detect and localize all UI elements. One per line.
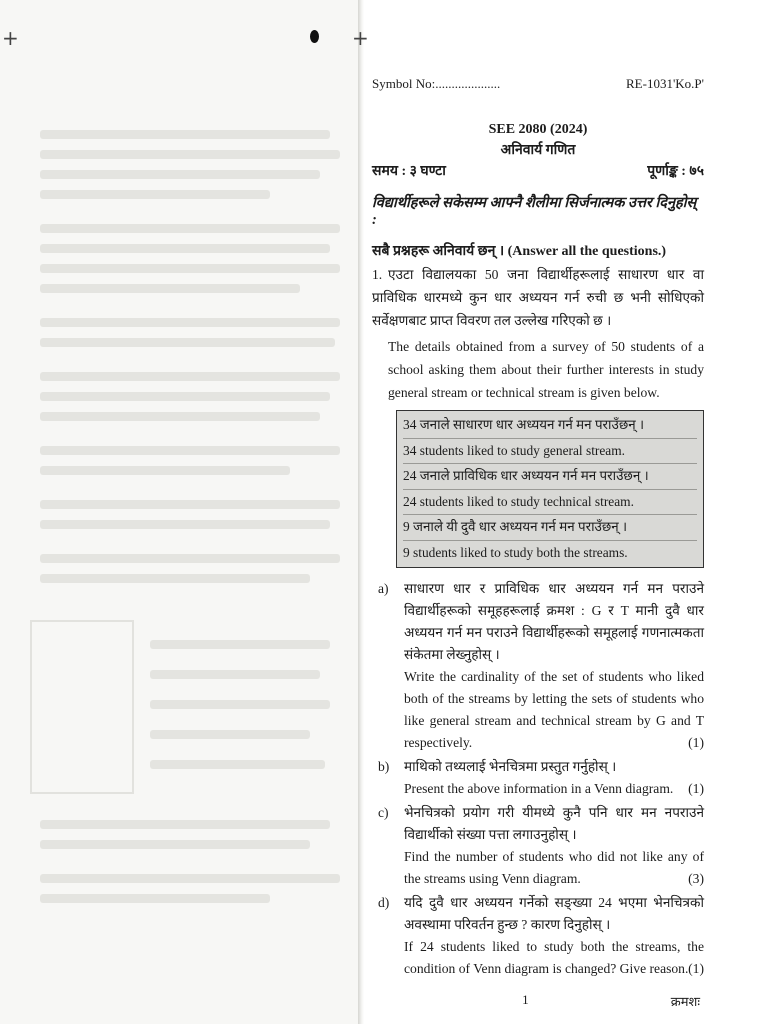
faded-text-line xyxy=(40,820,330,829)
registration-mark-icon: + xyxy=(2,26,19,50)
faded-text-line xyxy=(40,150,340,159)
ink-spot-icon xyxy=(310,30,319,43)
faded-text-line xyxy=(40,446,340,455)
question-paper-page xyxy=(372,76,704,980)
sub-question-nepali: माथिको तथ्यलाई भेनचित्रमा प्रस्तुत गर्नुहोस् । xyxy=(404,759,617,774)
question-1-intro-english: The details obtained from a survey of 50 students of a school asking them about their further interests in study general stream or technical stream is given below. xyxy=(388,339,704,400)
marks: (1) xyxy=(688,781,704,796)
faded-text-line xyxy=(40,264,340,273)
subject-title: अनिवार्य गणित xyxy=(500,143,576,158)
faded-text-line xyxy=(150,760,325,769)
question-number: 1. xyxy=(372,267,383,282)
faded-text-line xyxy=(40,372,340,381)
instruction-text: विद्यार्थीहरूले सकेसम्म आफ्नै शैलीमा सिर्जनात्मक उत्तर दिनुहोस् : xyxy=(372,195,697,228)
survey-line: 24 students liked to study technical stream. xyxy=(403,490,697,516)
faded-text-line xyxy=(40,190,270,199)
registration-mark-icon: + xyxy=(352,26,369,50)
answer-all-text: सबै प्रश्नहरू अनिवार्य छन् । (Answer all the questions.) xyxy=(372,244,667,259)
survey-line: 9 जनाले यी दुवै धार अध्ययन गर्न मन पराउँछन् । xyxy=(403,515,697,541)
sub-question-english: If 24 students liked to study both the streams, the condition of Venn diagram is changed? Give reason. xyxy=(404,939,704,976)
survey-info-box xyxy=(396,410,704,568)
full-marks-label: पूर्णाङ्क : ७५ xyxy=(647,164,704,179)
question-text: एउटा विद्यालयका 50 जना विद्यार्थीहरूलाई साधारण धार वा प्राविधिक धारमध्ये कुन धार अध्ययन गर्न रुची छ भनी सोधिएको सर्वेक्षणबाट प्राप्त विवरण तल उल्लेख गरिएको छ । xyxy=(372,267,704,328)
symbol-number-label: Symbol No:.................... xyxy=(372,76,501,91)
sub-question-c xyxy=(372,802,704,890)
marks: (1) xyxy=(688,961,704,976)
faded-text-line xyxy=(40,520,330,529)
faded-text-line xyxy=(40,284,300,293)
sub-question-english: Present the above information in a Venn diagram. xyxy=(404,781,674,796)
paper-header xyxy=(372,76,704,92)
faded-text-line xyxy=(40,840,310,849)
sub-question-nepali: भेनचित्रको प्रयोग गरी यीमध्ये कुनै पनि धार मन नपराउने विद्यार्थीको संख्या पत्ता लगाउनुहोस् । xyxy=(404,805,704,842)
question-1-intro-nepali xyxy=(372,263,704,332)
faded-text-line xyxy=(150,700,330,709)
sub-question-label: b) xyxy=(378,759,390,774)
continued-label: क्रमशः xyxy=(670,994,700,1009)
faded-text-line xyxy=(40,224,340,233)
faded-text-line xyxy=(40,392,330,401)
faded-text-line xyxy=(40,500,340,509)
marks: (1) xyxy=(688,735,704,750)
faded-text-line xyxy=(40,574,310,583)
exam-title: SEE 2080 (2024) xyxy=(488,122,588,137)
survey-line: 24 जनाले प्राविधिक धार अध्ययन गर्न मन पराउँछन् । xyxy=(403,464,697,490)
time-label: समय : ३ घण्टा xyxy=(372,164,446,179)
sub-question-label: c) xyxy=(378,805,389,820)
time-marks-row xyxy=(372,161,704,180)
faded-text-line xyxy=(40,894,270,903)
page-footer xyxy=(380,992,700,1010)
sub-question-nepali: साधारण धार र प्राविधिक धार अध्ययन गर्न मन पराउने विद्यार्थीहरूको समूहहरूलाई क्रमश : G र T मानी दुवै धार अध्ययन गर्न मन पराउने विद्यार्थीहरूको समूहलाई गणनात्मकता संकेतमा लेख्नुहोस् । xyxy=(404,581,704,662)
faded-text-line xyxy=(40,338,335,347)
sub-question-english: Find the number of students who did not like any of the streams using Venn diagram. xyxy=(404,849,704,886)
faded-text-line xyxy=(40,130,330,139)
survey-line: 34 जनाले साधारण धार अध्ययन गर्न मन पराउँछन् । xyxy=(403,413,697,439)
faded-text-line xyxy=(40,554,340,563)
marks: (3) xyxy=(688,871,704,886)
sub-question-d xyxy=(372,892,704,980)
sub-question-nepali: यदि दुवै धार अध्ययन गर्नेको सङ्ख्या 24 भएमा भेनचित्रको अवस्थामा परिवर्तन हुन्छ ? कारण दिनुहोस् । xyxy=(404,895,704,932)
faded-text-line xyxy=(40,244,330,253)
faded-text-line xyxy=(150,730,310,739)
sub-question-a xyxy=(372,578,704,754)
survey-line: 9 students liked to study both the streams. xyxy=(403,544,628,560)
page-number: 1 xyxy=(522,992,529,1007)
sub-question-english: Write the cardinality of the set of students who liked both of the streams by letting the sets of students who like general stream and technical stream by G and T respectively. xyxy=(404,669,704,750)
sub-question-label: d) xyxy=(378,895,390,910)
faded-text-line xyxy=(40,170,320,179)
faded-text-line xyxy=(150,640,330,649)
sub-question-label: a) xyxy=(378,581,389,596)
faded-text-line xyxy=(40,318,340,327)
survey-line: 34 students liked to study general stream. xyxy=(403,439,697,465)
paper-code: RE-1031'Ko.P' xyxy=(626,76,704,91)
faded-text-line xyxy=(40,874,340,883)
faded-text-line xyxy=(40,412,320,421)
faded-text-line xyxy=(150,670,320,679)
page-fold xyxy=(358,0,364,1024)
faded-text-line xyxy=(40,466,290,475)
sub-question-b xyxy=(372,756,704,800)
faded-figure xyxy=(30,620,134,794)
left-page-faded xyxy=(0,0,360,1024)
